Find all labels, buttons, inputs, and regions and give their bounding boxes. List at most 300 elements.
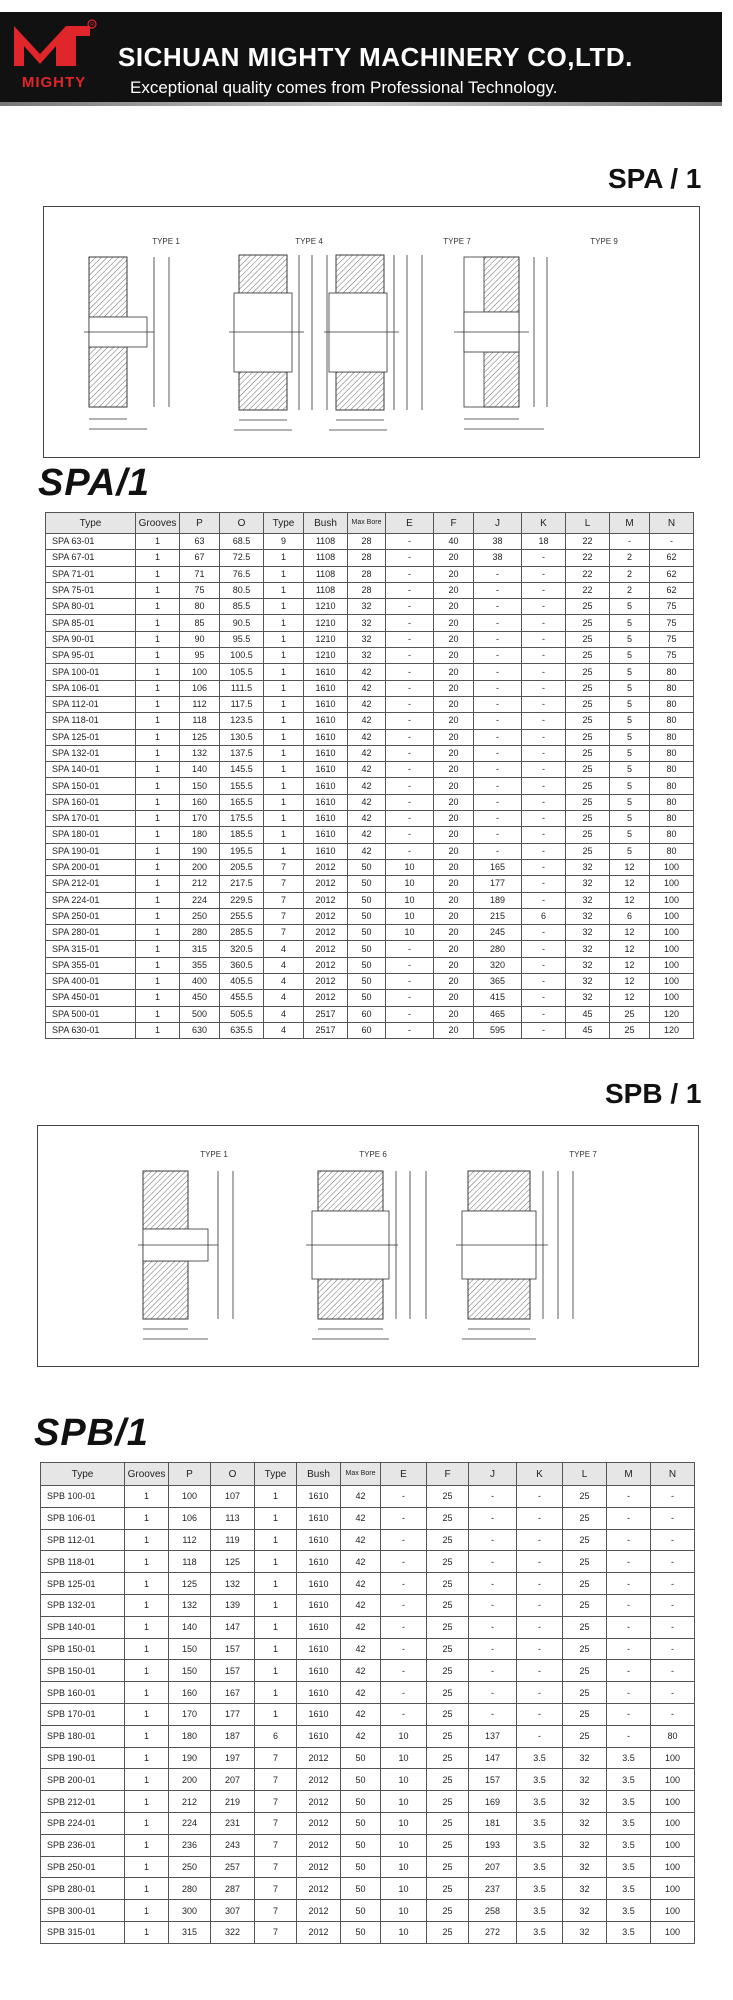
spa-table-title: SPA/1: [38, 462, 151, 504]
table-cell: -: [474, 827, 522, 843]
table-row: [46, 941, 694, 957]
table-cell: -: [607, 1594, 651, 1616]
table-cell: 1: [125, 1769, 169, 1791]
table-cell: -: [607, 1660, 651, 1682]
table-cell: 1: [264, 615, 304, 631]
table-cell: 147: [469, 1747, 517, 1769]
table-cell: 25: [563, 1638, 607, 1660]
table-cell: 1: [264, 745, 304, 761]
table-cell: -: [522, 827, 566, 843]
spa-type-4-label: TYPE 4: [295, 237, 323, 246]
table-cell: 85: [180, 615, 220, 631]
table-cell: 20: [434, 974, 474, 990]
table-cell: 1: [125, 1594, 169, 1616]
table-cell: 42: [341, 1486, 381, 1508]
company-name: SICHUAN MIGHTY MACHINERY CO,LTD.: [118, 42, 633, 72]
table-cell: -: [522, 811, 566, 827]
table-row: [41, 1529, 695, 1551]
table-cell: 75: [180, 582, 220, 598]
table-cell: 5: [610, 778, 650, 794]
table-cell: -: [386, 1006, 434, 1022]
table-cell: 1: [136, 615, 180, 631]
table-row: [41, 1900, 695, 1922]
table-cell: 25: [566, 745, 610, 761]
table-cell: 1: [264, 843, 304, 859]
table-cell: 20: [434, 876, 474, 892]
table-cell: 80.5: [220, 582, 264, 598]
table-row: [41, 1573, 695, 1595]
table-cell: -: [474, 631, 522, 647]
table-cell: 12: [610, 859, 650, 875]
table-cell: 175.5: [220, 811, 264, 827]
table-cell: 1610: [304, 827, 348, 843]
table-cell: 1: [264, 680, 304, 696]
table-cell: 32: [563, 1834, 607, 1856]
spa-table-body: [46, 534, 694, 1039]
table-cell: 50: [341, 1921, 381, 1943]
table-cell: -: [522, 941, 566, 957]
table-cell: -: [517, 1486, 563, 1508]
table-cell: 5: [610, 745, 650, 761]
table-cell: 3.5: [607, 1921, 651, 1943]
table-cell: 50: [348, 957, 386, 973]
table-cell: 2012: [304, 974, 348, 990]
table-cell: 1: [255, 1529, 297, 1551]
table-cell: 180: [180, 827, 220, 843]
table-cell: -: [650, 534, 694, 550]
table-cell: 32: [348, 615, 386, 631]
table-cell: 5: [610, 713, 650, 729]
table-cell: 100: [180, 664, 220, 680]
table-cell: 1210: [304, 648, 348, 664]
table-row: [41, 1834, 695, 1856]
table-cell: 67: [180, 550, 220, 566]
table-cell: 25: [563, 1594, 607, 1616]
table-cell: 100: [651, 1791, 695, 1813]
table-cell: 18: [522, 534, 566, 550]
spa-col-header: Type: [46, 513, 136, 534]
table-cell: 137: [469, 1725, 517, 1747]
table-cell: -: [381, 1594, 427, 1616]
table-cell: 2: [610, 566, 650, 582]
table-cell: 1610: [297, 1507, 341, 1529]
table-cell: 132: [169, 1594, 211, 1616]
table-cell: SPA 63-01: [46, 534, 136, 550]
table-cell: 80: [650, 713, 694, 729]
table-cell: 187: [211, 1725, 255, 1747]
table-cell: 5: [610, 615, 650, 631]
table-cell: 1: [255, 1507, 297, 1529]
table-cell: SPB 160-01: [41, 1682, 125, 1704]
table-cell: 32: [566, 876, 610, 892]
table-cell: 20: [434, 762, 474, 778]
table-cell: 32: [563, 1900, 607, 1922]
table-row: [46, 664, 694, 680]
table-cell: 1: [125, 1682, 169, 1704]
table-row: [46, 582, 694, 598]
table-cell: 7: [264, 925, 304, 941]
table-cell: 1: [136, 811, 180, 827]
table-cell: -: [386, 1022, 434, 1038]
table-cell: 20: [434, 859, 474, 875]
table-cell: 1: [255, 1616, 297, 1638]
table-cell: 1: [136, 990, 180, 1006]
table-cell: 1: [136, 908, 180, 924]
table-cell: 25: [427, 1878, 469, 1900]
table-row: [46, 713, 694, 729]
table-cell: 42: [341, 1660, 381, 1682]
table-cell: 62: [650, 566, 694, 582]
table-cell: 80: [650, 794, 694, 810]
table-cell: 25: [427, 1573, 469, 1595]
table-cell: 2012: [304, 859, 348, 875]
table-cell: 1: [136, 534, 180, 550]
table-cell: 20: [434, 631, 474, 647]
table-cell: 1: [255, 1682, 297, 1704]
table-cell: 1: [125, 1834, 169, 1856]
table-cell: 3.5: [517, 1878, 563, 1900]
table-cell: 1: [136, 550, 180, 566]
table-cell: 1210: [304, 631, 348, 647]
table-row: [46, 794, 694, 810]
table-cell: 139: [211, 1594, 255, 1616]
table-cell: -: [607, 1551, 651, 1573]
table-cell: 25: [427, 1900, 469, 1922]
table-cell: 42: [341, 1616, 381, 1638]
table-row: [46, 990, 694, 1006]
table-cell: -: [386, 974, 434, 990]
table-cell: 50: [341, 1812, 381, 1834]
table-cell: 100: [651, 1834, 695, 1856]
table-cell: 45: [566, 1022, 610, 1038]
table-cell: -: [386, 566, 434, 582]
table-cell: 7: [255, 1834, 297, 1856]
table-cell: 100: [650, 990, 694, 1006]
table-cell: 1610: [297, 1594, 341, 1616]
table-cell: SPB 224-01: [41, 1812, 125, 1834]
table-cell: 1610: [304, 680, 348, 696]
table-cell: -: [381, 1703, 427, 1725]
spa-type-4-drawing: [229, 255, 327, 430]
table-cell: 20: [434, 827, 474, 843]
table-cell: 3.5: [517, 1791, 563, 1813]
table-cell: 20: [434, 713, 474, 729]
table-cell: 1610: [297, 1660, 341, 1682]
table-row: [41, 1594, 695, 1616]
table-cell: 212: [180, 876, 220, 892]
table-cell: 212: [169, 1791, 211, 1813]
table-row: [46, 696, 694, 712]
table-cell: 2012: [297, 1921, 341, 1943]
table-cell: -: [386, 957, 434, 973]
table-cell: 1: [125, 1703, 169, 1725]
table-cell: 38: [474, 550, 522, 566]
table-cell: 2012: [304, 908, 348, 924]
table-cell: SPA 180-01: [46, 827, 136, 843]
table-cell: 1: [136, 925, 180, 941]
table-cell: 169: [469, 1791, 517, 1813]
table-cell: 3.5: [517, 1921, 563, 1943]
table-cell: 32: [563, 1812, 607, 1834]
table-cell: 1: [125, 1921, 169, 1943]
table-cell: 60: [348, 1006, 386, 1022]
table-row: [41, 1682, 695, 1704]
table-cell: 10: [381, 1725, 427, 1747]
table-cell: 50: [341, 1791, 381, 1813]
table-cell: 258: [469, 1900, 517, 1922]
spa-col-header: L: [566, 513, 610, 534]
spa-section-label: SPA / 1: [608, 163, 702, 194]
table-cell: 20: [434, 957, 474, 973]
spb-col-header: N: [651, 1463, 695, 1486]
table-cell: SPB 170-01: [41, 1703, 125, 1725]
table-cell: 32: [566, 925, 610, 941]
table-cell: -: [517, 1725, 563, 1747]
table-cell: 25: [427, 1682, 469, 1704]
table-cell: -: [474, 680, 522, 696]
table-cell: 2012: [297, 1769, 341, 1791]
table-cell: 1: [136, 941, 180, 957]
table-cell: 100: [651, 1747, 695, 1769]
table-row: [46, 974, 694, 990]
table-cell: 3.5: [517, 1900, 563, 1922]
spa-spec-table: [45, 512, 694, 1039]
table-cell: SPA 106-01: [46, 680, 136, 696]
table-cell: 25: [563, 1682, 607, 1704]
table-cell: 165: [474, 859, 522, 875]
table-cell: 25: [566, 696, 610, 712]
table-cell: SPA 118-01: [46, 713, 136, 729]
table-cell: 72.5: [220, 550, 264, 566]
table-cell: 180: [169, 1725, 211, 1747]
table-cell: 2012: [304, 892, 348, 908]
table-cell: -: [386, 680, 434, 696]
table-cell: 32: [563, 1769, 607, 1791]
table-cell: 1: [136, 876, 180, 892]
table-cell: 42: [341, 1725, 381, 1747]
spb-type-1-drawing: [138, 1171, 233, 1339]
table-cell: 50: [341, 1856, 381, 1878]
table-cell: SPA 112-01: [46, 696, 136, 712]
table-cell: 7: [255, 1921, 297, 1943]
table-cell: 20: [434, 648, 474, 664]
table-cell: 42: [348, 729, 386, 745]
table-cell: 111.5: [220, 680, 264, 696]
table-cell: 1: [255, 1703, 297, 1725]
table-cell: 1108: [304, 566, 348, 582]
table-cell: -: [522, 599, 566, 615]
table-row: [41, 1856, 695, 1878]
table-cell: 25: [563, 1573, 607, 1595]
table-row: [46, 1006, 694, 1022]
table-cell: 1: [136, 827, 180, 843]
table-cell: -: [386, 648, 434, 664]
table-cell: -: [386, 696, 434, 712]
spa-col-header: P: [180, 513, 220, 534]
table-cell: -: [474, 648, 522, 664]
table-cell: 7: [255, 1769, 297, 1791]
spb-col-header: Max Bore: [341, 1463, 381, 1486]
table-cell: -: [651, 1594, 695, 1616]
table-cell: 193: [469, 1834, 517, 1856]
table-cell: -: [386, 827, 434, 843]
table-cell: 25: [427, 1834, 469, 1856]
table-cell: 1610: [297, 1529, 341, 1551]
table-cell: 285.5: [220, 925, 264, 941]
table-cell: 25: [566, 794, 610, 810]
table-cell: 80: [650, 729, 694, 745]
table-row: [41, 1791, 695, 1813]
table-cell: -: [517, 1703, 563, 1725]
table-cell: -: [522, 631, 566, 647]
table-cell: 7: [264, 892, 304, 908]
table-cell: 1210: [304, 599, 348, 615]
table-row: [46, 566, 694, 582]
table-cell: -: [651, 1573, 695, 1595]
table-cell: -: [474, 615, 522, 631]
table-row: [46, 729, 694, 745]
table-cell: -: [469, 1529, 517, 1551]
table-cell: SPB 140-01: [41, 1616, 125, 1638]
table-cell: 25: [563, 1660, 607, 1682]
table-cell: 245: [474, 925, 522, 941]
table-row: [46, 745, 694, 761]
table-cell: -: [474, 664, 522, 680]
table-cell: 7: [255, 1747, 297, 1769]
table-cell: 20: [434, 664, 474, 680]
table-cell: 25: [427, 1486, 469, 1508]
table-cell: 1: [136, 713, 180, 729]
table-cell: -: [386, 941, 434, 957]
table-cell: 4: [264, 1006, 304, 1022]
table-cell: 1108: [304, 582, 348, 598]
table-cell: 32: [566, 990, 610, 1006]
table-cell: 160: [169, 1682, 211, 1704]
table-cell: 32: [566, 859, 610, 875]
table-cell: 45: [566, 1006, 610, 1022]
table-cell: 25: [566, 778, 610, 794]
table-row: [41, 1812, 695, 1834]
table-cell: 100: [650, 908, 694, 924]
table-cell: -: [517, 1660, 563, 1682]
table-cell: -: [386, 843, 434, 859]
table-cell: 80: [650, 843, 694, 859]
spb-col-header: Bush: [297, 1463, 341, 1486]
table-cell: 80: [650, 762, 694, 778]
table-cell: 42: [348, 664, 386, 680]
table-cell: 185.5: [220, 827, 264, 843]
table-cell: 1610: [304, 778, 348, 794]
table-cell: 450: [180, 990, 220, 1006]
table-cell: 1: [125, 1856, 169, 1878]
table-cell: 1: [125, 1573, 169, 1595]
table-cell: 62: [650, 550, 694, 566]
table-cell: 1: [136, 778, 180, 794]
table-cell: 157: [211, 1660, 255, 1682]
table-cell: 229.5: [220, 892, 264, 908]
table-cell: 200: [169, 1769, 211, 1791]
table-cell: 10: [386, 859, 434, 875]
table-cell: 7: [255, 1856, 297, 1878]
table-cell: -: [386, 664, 434, 680]
spb-col-header: M: [607, 1463, 651, 1486]
table-cell: -: [517, 1551, 563, 1573]
table-cell: 5: [610, 729, 650, 745]
table-cell: 25: [427, 1747, 469, 1769]
table-cell: 3.5: [517, 1769, 563, 1791]
table-row: [46, 827, 694, 843]
table-cell: 50: [348, 990, 386, 1006]
page-header: [0, 0, 733, 104]
table-cell: 50: [348, 974, 386, 990]
table-cell: 25: [427, 1594, 469, 1616]
table-cell: SPA 355-01: [46, 957, 136, 973]
table-cell: 280: [474, 941, 522, 957]
table-cell: 25: [427, 1703, 469, 1725]
table-cell: 112: [180, 696, 220, 712]
table-cell: 5: [610, 599, 650, 615]
table-cell: 150: [180, 778, 220, 794]
table-cell: 25: [563, 1529, 607, 1551]
table-cell: -: [474, 713, 522, 729]
table-cell: 7: [255, 1791, 297, 1813]
table-cell: SPB 212-01: [41, 1791, 125, 1813]
table-cell: 10: [381, 1856, 427, 1878]
table-cell: 3.5: [607, 1812, 651, 1834]
table-cell: -: [607, 1638, 651, 1660]
table-cell: 3.5: [607, 1791, 651, 1813]
table-cell: 1610: [297, 1703, 341, 1725]
table-cell: 20: [434, 794, 474, 810]
table-cell: -: [517, 1638, 563, 1660]
table-cell: 25: [610, 1006, 650, 1022]
table-cell: 300: [169, 1900, 211, 1922]
table-cell: 132: [211, 1573, 255, 1595]
mighty-logo-icon: [10, 16, 98, 76]
table-cell: -: [522, 745, 566, 761]
table-cell: 20: [434, 696, 474, 712]
table-cell: -: [517, 1507, 563, 1529]
table-row: [46, 778, 694, 794]
table-cell: -: [386, 729, 434, 745]
spa-col-header: F: [434, 513, 474, 534]
table-cell: -: [381, 1660, 427, 1682]
table-cell: 1610: [304, 843, 348, 859]
table-cell: 4: [264, 957, 304, 973]
table-cell: 107: [211, 1486, 255, 1508]
table-cell: 25: [427, 1638, 469, 1660]
table-cell: 32: [566, 974, 610, 990]
table-cell: -: [522, 648, 566, 664]
table-cell: 1: [136, 680, 180, 696]
table-cell: 60: [348, 1022, 386, 1038]
table-cell: 25: [427, 1616, 469, 1638]
table-cell: SPB 132-01: [41, 1594, 125, 1616]
table-cell: 237: [469, 1878, 517, 1900]
table-cell: 50: [348, 941, 386, 957]
table-cell: 100: [651, 1921, 695, 1943]
table-cell: 10: [381, 1878, 427, 1900]
table-cell: 25: [427, 1791, 469, 1813]
table-cell: -: [522, 729, 566, 745]
table-cell: 100: [650, 957, 694, 973]
table-cell: 1: [264, 778, 304, 794]
table-cell: SPB 150-01: [41, 1660, 125, 1682]
table-cell: 100: [169, 1486, 211, 1508]
table-cell: 1610: [297, 1682, 341, 1704]
table-cell: 1610: [297, 1725, 341, 1747]
table-cell: 2012: [304, 925, 348, 941]
